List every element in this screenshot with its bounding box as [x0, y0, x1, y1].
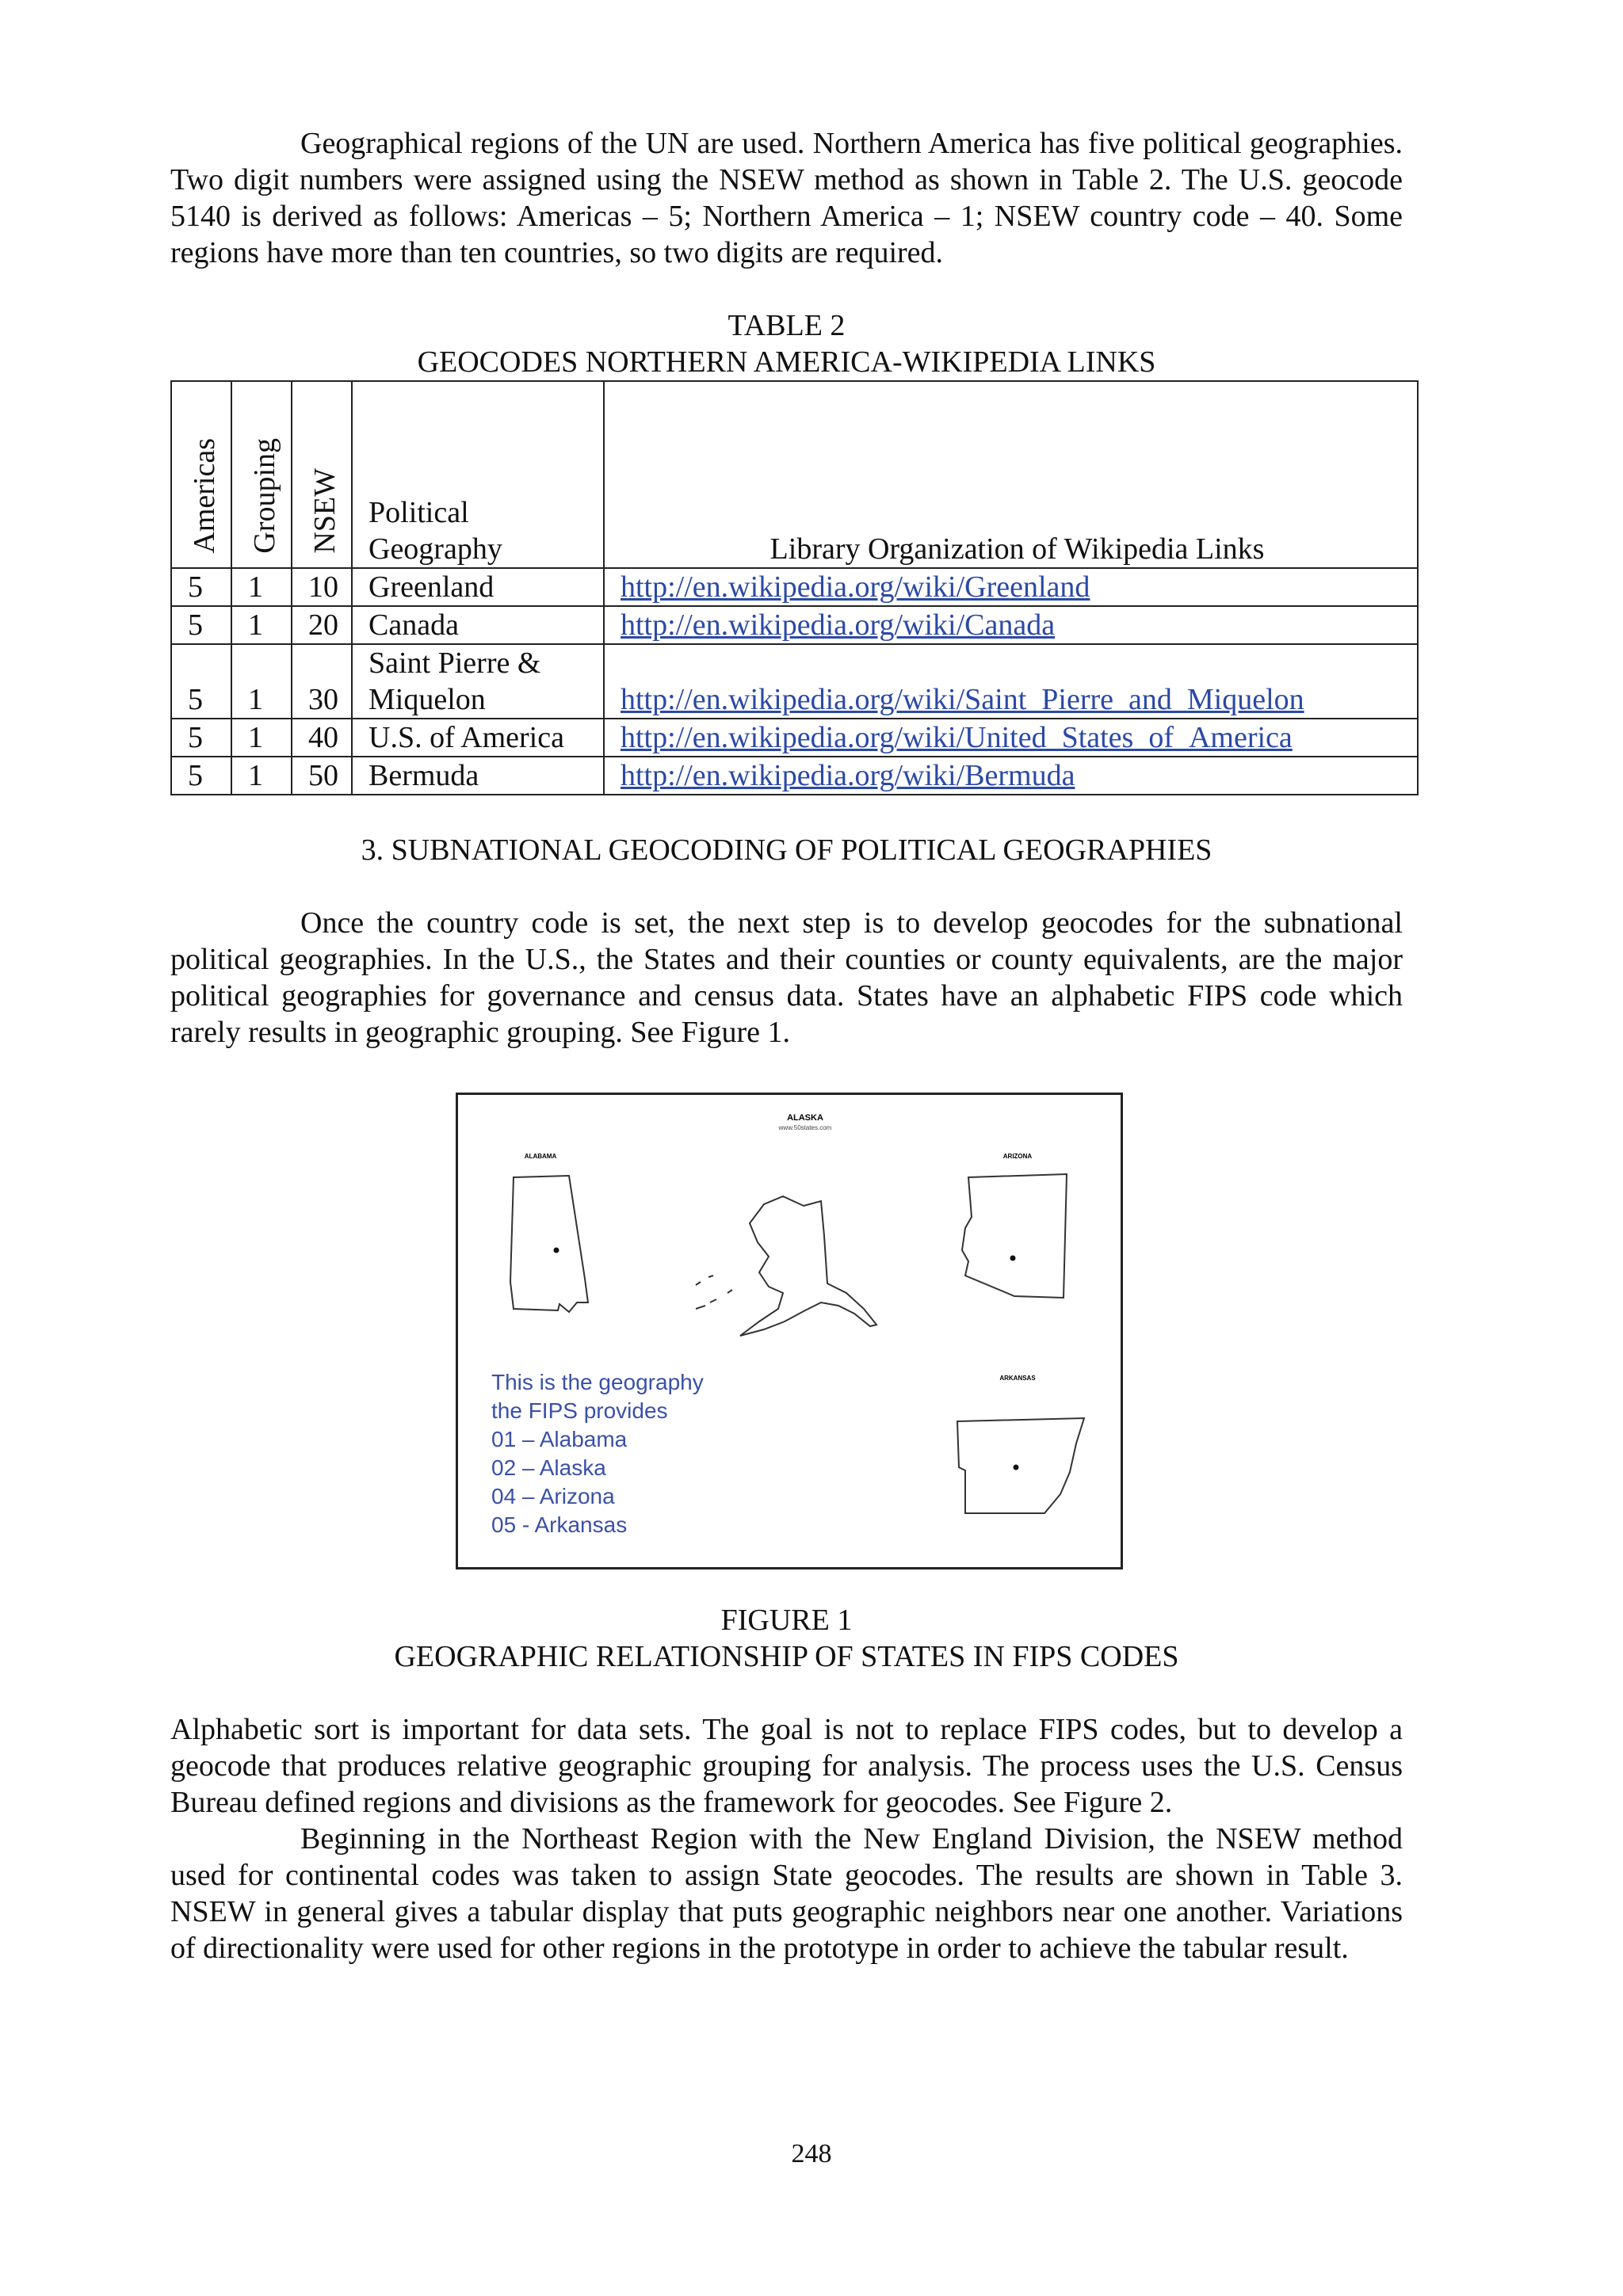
cell-grouping: 1 [231, 568, 292, 606]
alaska-site: www.50states.com [778, 1124, 832, 1131]
table2-label: TABLE 2 [727, 309, 846, 342]
alaska-islands [696, 1276, 732, 1309]
cell-nsew: 20 [292, 606, 352, 644]
overlay-line: 05 - Arkansas [491, 1512, 628, 1537]
wikipedia-link-greenland[interactable]: http://en.wikipedia.org/wiki/Greenland [621, 570, 1090, 604]
arizona-capital [1010, 1256, 1016, 1261]
cell-americas: 5 [171, 644, 231, 719]
cell-grouping: 1 [231, 719, 292, 757]
cell-americas: 5 [171, 568, 231, 606]
cell-americas: 5 [171, 757, 231, 795]
arizona-title: ARIZONA [1002, 1153, 1033, 1160]
cell-geography: Canada [352, 606, 604, 644]
wikipedia-link-canada[interactable]: http://en.wikipedia.org/wiki/Canada [621, 608, 1056, 642]
overlay-line: 01 – Alabama [491, 1427, 628, 1451]
cell-geography: Saint Pierre & Miquelon [352, 644, 604, 719]
arkansas-capital [1014, 1465, 1019, 1470]
cell-geography: Bermuda [352, 757, 604, 795]
header-grouping: Grouping [231, 381, 292, 568]
table-row [171, 757, 1418, 795]
header-links: Library Organization of Wikipedia Links [604, 381, 1418, 568]
cell-grouping: 1 [231, 757, 292, 795]
paragraph-northeast: Beginning in the Northeast Region with the New England Division, the NSEW method used for continental codes was taken to assign State geocodes. The results are shown in Table 3. NSEW in general gives a tabular display that puts geographic neighbors near one another. Variations of directionality were used for other regions in the prototype in order to achieve the tabular result. [170, 1822, 1403, 1965]
arizona-outline [962, 1174, 1067, 1298]
geocodes-table [170, 380, 1419, 795]
table-row [171, 644, 1418, 719]
arkansas-outline [957, 1418, 1084, 1513]
alabama-outline [510, 1176, 588, 1312]
figure-caption-and-text [170, 1602, 1403, 1966]
paragraph-subnational: Once the country code is set, the next step is to develop geocodes for the subnational political geographies. In the U.S., the States and their counties or county equivalents, are the major political geographies for governance and census data. States have an alphabetic FIPS code which rarely results in geographic grouping. See Figure 1. [170, 906, 1403, 1049]
figure1-label: FIGURE 1 [720, 1604, 853, 1637]
state-maps-image [458, 1095, 1121, 1567]
table-header-row [171, 381, 1418, 568]
cell-nsew: 40 [292, 719, 352, 757]
cell-nsew: 10 [292, 568, 352, 606]
figure1-title: GEOGRAPHIC RELATIONSHIP OF STATES IN FIPS CODES [394, 1640, 1179, 1673]
cell-geography: Greenland [352, 568, 604, 606]
fips-overlay [491, 1370, 704, 1537]
overlay-line: the FIPS provides [491, 1398, 668, 1423]
header-nsew: NSEW [292, 381, 352, 568]
header-americas: Americas [171, 381, 231, 568]
cell-grouping: 1 [231, 644, 292, 719]
paragraph-intro: Geographical regions of the UN are used. Northern America has five political geographies. Two digit numbers were assigned using the NSEW method as shown in Table 2. The U.S. geocode 5140 is derived as follows: Americas – 5; Northern America – 1; NSEW country code – 40. Some regions have more than ten countries, so two digits are required. [170, 127, 1403, 269]
table-row [171, 606, 1418, 644]
table2-title: GEOCODES NORTHERN AMERICA-WIKIPEDIA LINKS [417, 345, 1156, 379]
section-heading: 3. SUBNATIONAL GEOCODING OF POLITICAL GEOGRAPHIES [361, 833, 1212, 867]
table-row [171, 568, 1418, 606]
overlay-line: 02 – Alaska [491, 1455, 606, 1480]
cell-grouping: 1 [231, 606, 292, 644]
page-number: 248 [791, 2139, 832, 2168]
cell-nsew: 50 [292, 757, 352, 795]
paragraph-alphabetic: Alphabetic sort is important for data sets. The goal is not to replace FIPS codes, but to develop a geocode that produces relative geographic grouping for analysis. The process uses the U.S. Census Bureau defined regions and divisions as the framework for geocodes. See Figure 2. [170, 1713, 1403, 1819]
alabama-title: ALABAMA [524, 1153, 557, 1160]
overlay-line: 04 – Arizona [491, 1484, 615, 1508]
alabama-capital [554, 1248, 559, 1253]
wikipedia-link-usa[interactable]: http://en.wikipedia.org/wiki/United_States_of_America [621, 721, 1293, 754]
wikipedia-link-saint-pierre[interactable]: http://en.wikipedia.org/wiki/Saint_Pierre_and_Miquelon [621, 683, 1304, 716]
overlay-line: This is the geography [491, 1370, 704, 1394]
arkansas-title: ARKANSAS [999, 1375, 1036, 1382]
header-political-geography: Political Geography [352, 381, 604, 568]
cell-geography: U.S. of America [352, 719, 604, 757]
page-body [170, 125, 1403, 1051]
table-row [171, 719, 1418, 757]
cell-nsew: 30 [292, 644, 352, 719]
figure-1-maps [456, 1093, 1123, 1569]
wikipedia-link-bermuda[interactable]: http://en.wikipedia.org/wiki/Bermuda [621, 759, 1075, 792]
alaska-outline [740, 1196, 876, 1336]
alaska-title: ALASKA [787, 1113, 823, 1123]
cell-americas: 5 [171, 719, 231, 757]
cell-americas: 5 [171, 606, 231, 644]
